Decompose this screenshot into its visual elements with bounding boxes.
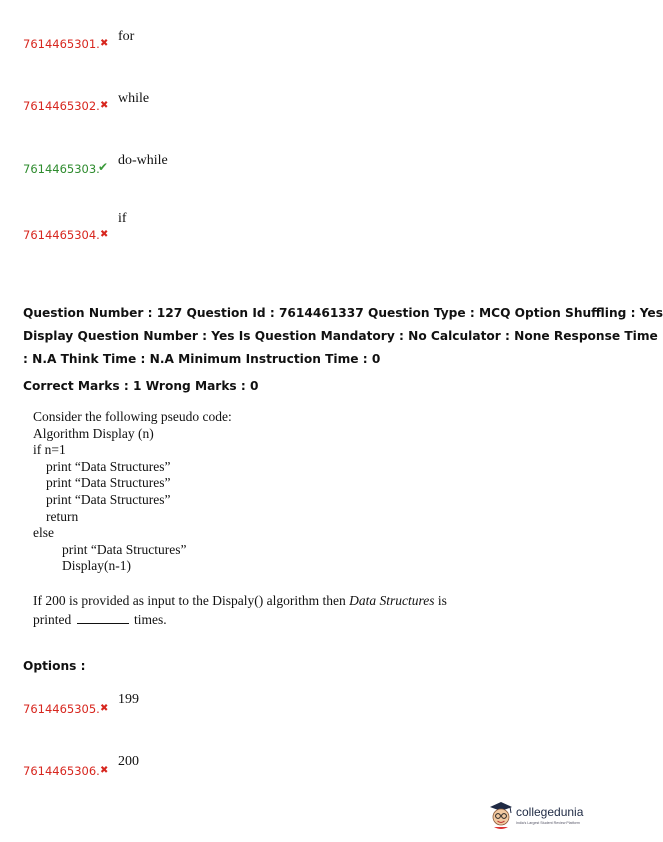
wrong-mark-icon: ✖ [100, 703, 109, 714]
pseudo-code [33, 409, 232, 575]
answer-blank [77, 611, 129, 624]
code-line: print “Data Structures” [46, 475, 171, 491]
statement-text: is [434, 593, 447, 608]
code-line: print “Data Structures” [62, 541, 187, 557]
option-id: 7614465303. [23, 162, 100, 176]
options-label: Options : [23, 659, 86, 673]
option-text: 200 [118, 754, 139, 769]
collegedunia-logo [488, 800, 592, 834]
question-statement [33, 591, 447, 629]
code-line: print “Data Structures” [46, 491, 171, 507]
logo-name: collegedunia [516, 805, 584, 819]
statement-text: If 200 is provided as input to the Dispaly() algorithm then [33, 593, 350, 608]
wrong-mark-icon: ✖ [100, 765, 109, 776]
statement-text: printed [33, 612, 72, 627]
option-text: for [118, 29, 135, 44]
code-line: Display(n-1) [62, 558, 131, 574]
option-id: 7614465305. [23, 702, 100, 716]
meta-line-3: : N.A Think Time : N.A Minimum Instruction Time : 0 [23, 352, 381, 366]
marks-line: Correct Marks : 1 Wrong Marks : 0 [23, 379, 259, 393]
code-line: else [33, 525, 54, 541]
option-text: do-while [118, 153, 168, 168]
option-id: 7614465301. [23, 37, 100, 51]
mascot-icon [488, 800, 514, 830]
wrong-mark-icon: ✖ [100, 229, 109, 240]
code-line: return [46, 508, 79, 524]
meta-line-2: Display Question Number : Yes Is Question Mandatory : No Calculator : None Response Time [23, 329, 658, 343]
option-text: while [118, 91, 150, 106]
wrong-mark-icon: ✖ [100, 38, 109, 49]
code-line: Algorithm Display (n) [33, 425, 154, 441]
wrong-mark-icon: ✖ [100, 100, 109, 111]
option-id: 7614465302. [23, 99, 100, 113]
option-id: 7614465304. [23, 228, 100, 242]
option-text: 199 [118, 692, 139, 707]
question-meta [23, 302, 663, 371]
option-id: 7614465306. [23, 764, 100, 778]
statement-text: times. [134, 612, 167, 627]
code-line: if n=1 [33, 442, 66, 458]
code-line: print “Data Structures” [46, 458, 171, 474]
logo-tagline: India's Largest Student Review Platform [516, 821, 580, 825]
option-text: if [118, 211, 127, 226]
correct-check-icon: ✔ [98, 160, 109, 174]
statement-italic: Data Structures [349, 593, 435, 608]
meta-line-1: Question Number : 127 Question Id : 7614461337 Question Type : MCQ Option Shuffling : Yes [23, 306, 663, 320]
code-line: Consider the following pseudo code: [33, 409, 232, 424]
